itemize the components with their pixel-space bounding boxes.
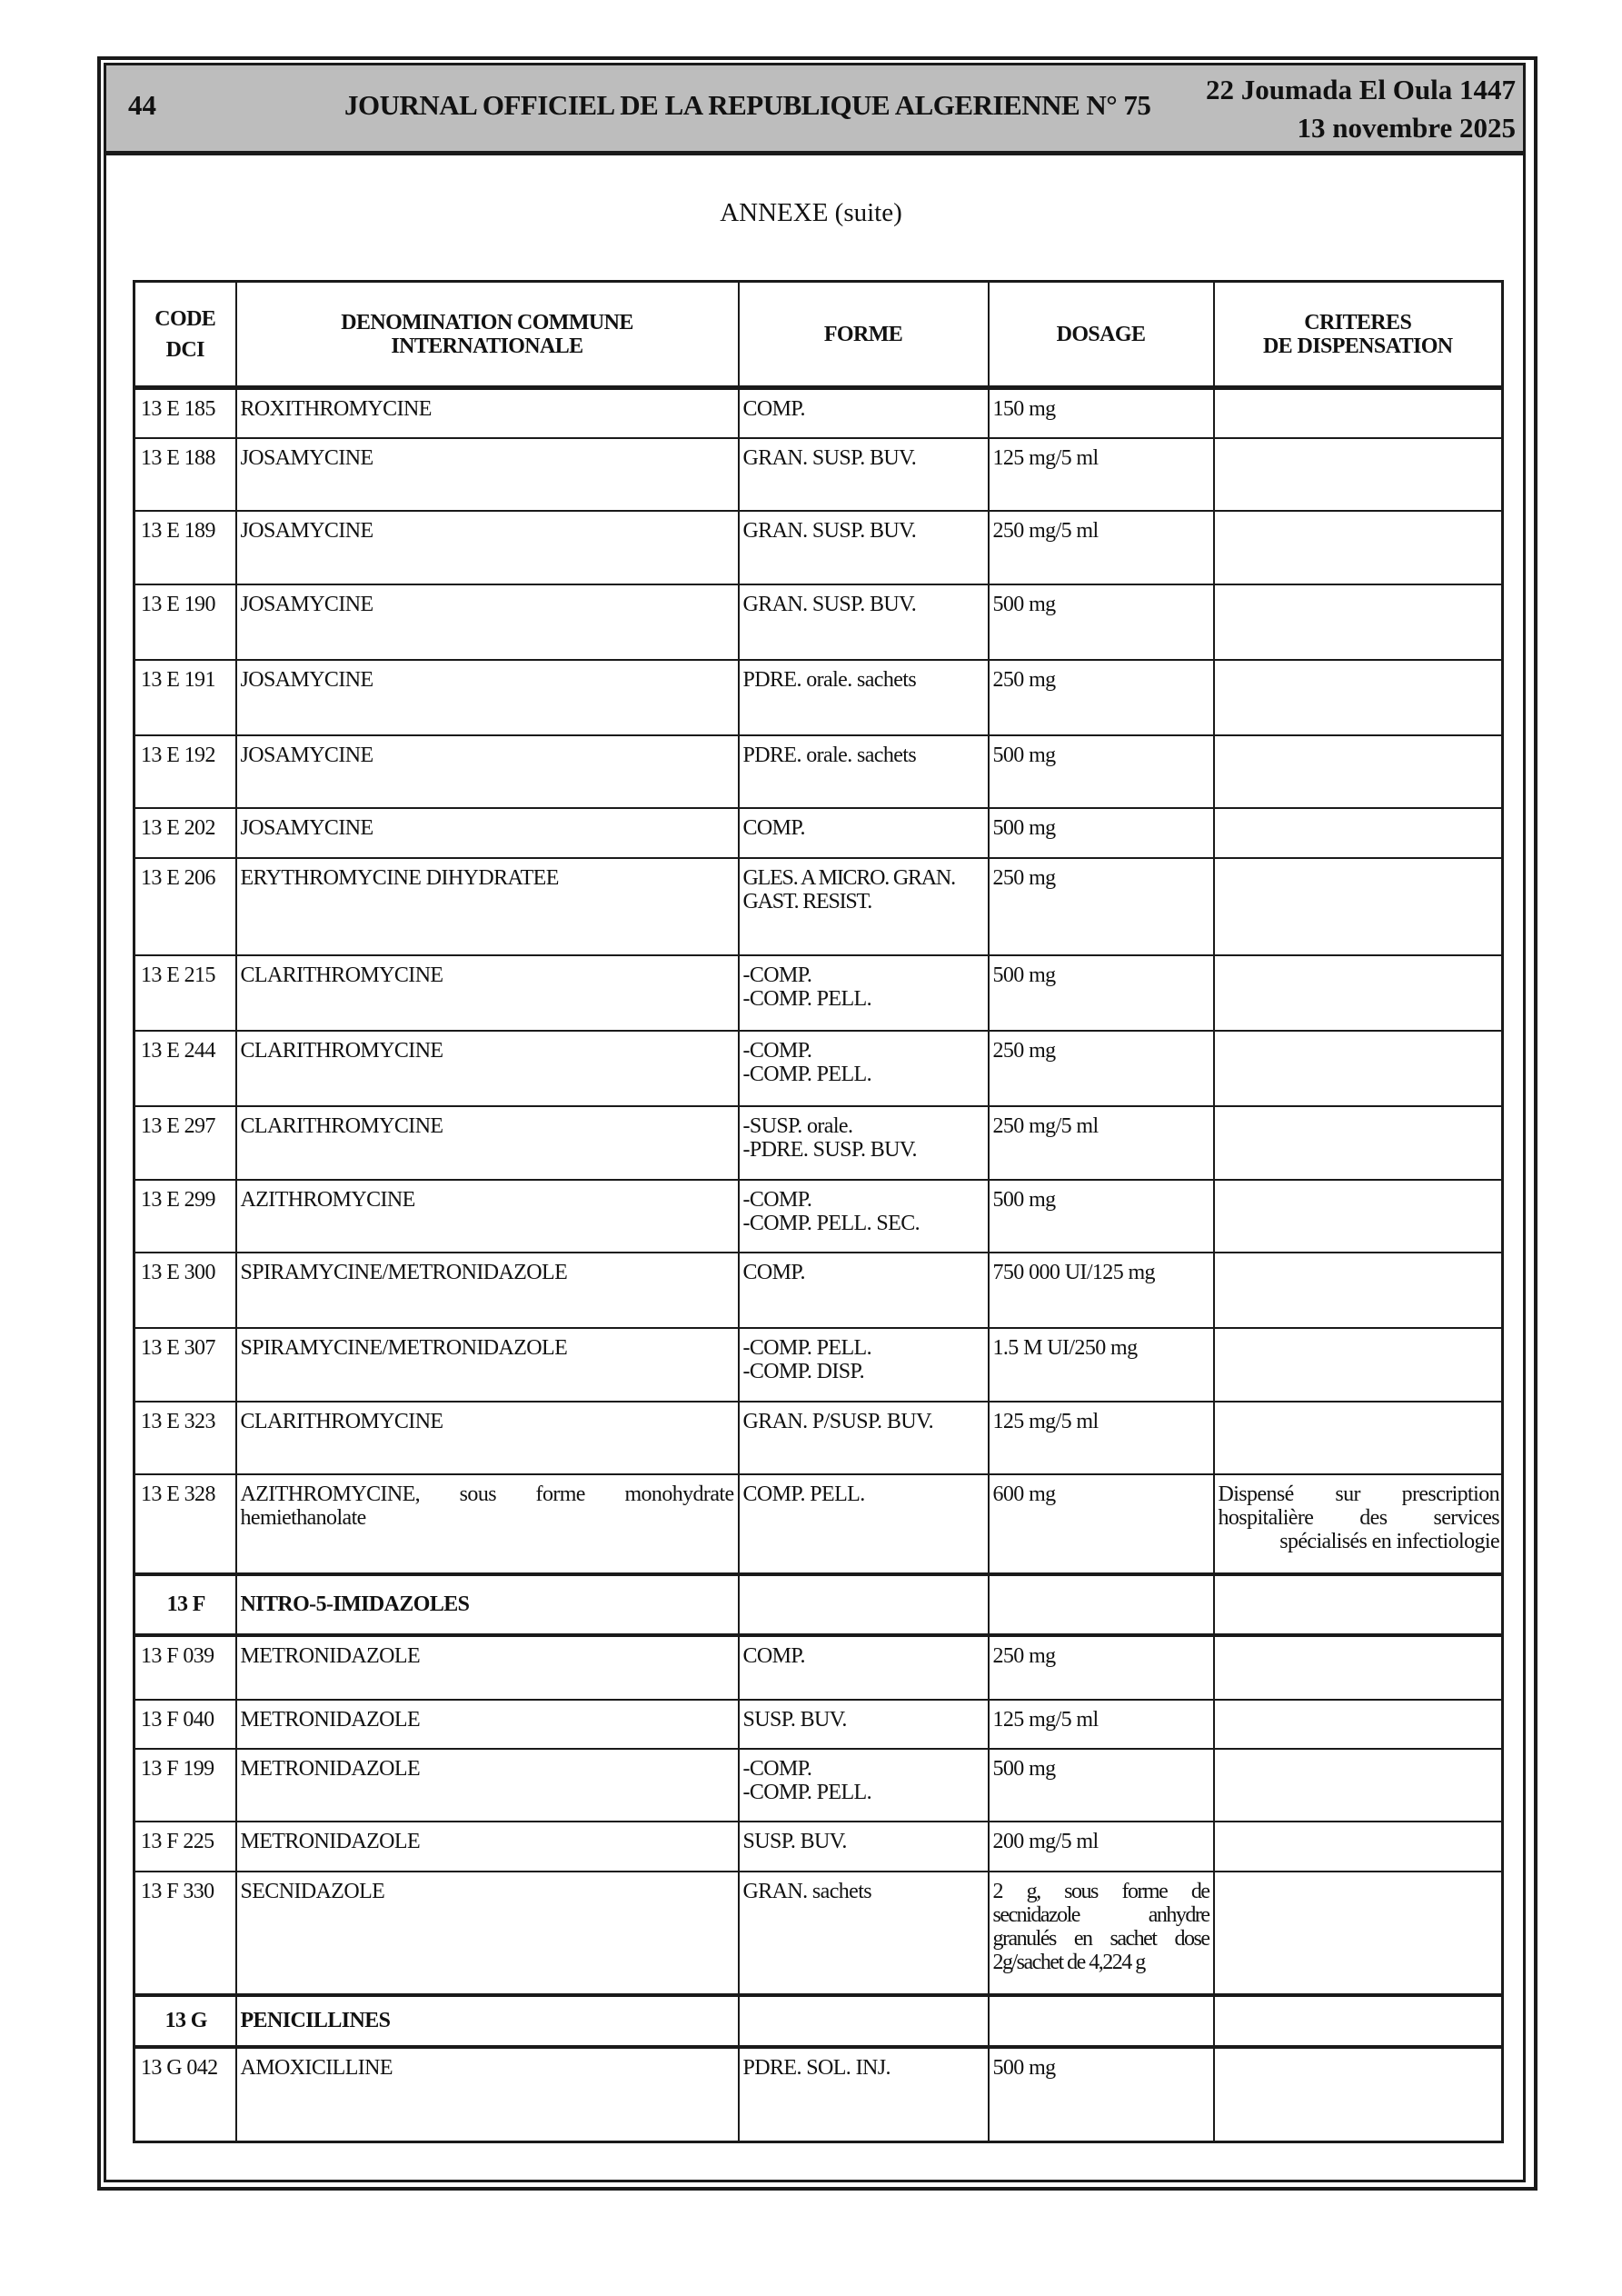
section-row bbox=[134, 1995, 1503, 2047]
cell-forme: GRAN. SUSP. BUV. bbox=[739, 584, 989, 660]
cell-code: 13 E 190 bbox=[134, 584, 236, 660]
cell-dci: AZITHROMYCINE, sous forme monohydrate hemiethanolate bbox=[236, 1474, 739, 1574]
cell-code: 13 E 188 bbox=[134, 438, 236, 511]
table-row bbox=[134, 511, 1503, 584]
cell-dosage: 500 mg bbox=[989, 2047, 1214, 2142]
cell-forme: SUSP. BUV. bbox=[739, 1822, 989, 1872]
table-row bbox=[134, 2047, 1503, 2142]
table-row bbox=[134, 1872, 1503, 1995]
cell-dosage: 250 mg bbox=[989, 1031, 1214, 1106]
cell-forme: -COMP. -COMP. PELL. bbox=[739, 1031, 989, 1106]
table-row bbox=[134, 1749, 1503, 1822]
cell-code: 13 E 244 bbox=[134, 1031, 236, 1106]
cell-dci: METRONIDAZOLE bbox=[236, 1700, 739, 1749]
header-code bbox=[134, 282, 236, 388]
cell-forme: COMP. bbox=[739, 388, 989, 438]
cell-criteres bbox=[1214, 1700, 1503, 1749]
cell-criteres bbox=[1214, 388, 1503, 438]
cell-criteres: Dispensé sur prescription hospitalière des services spécialisés en infectiologie bbox=[1214, 1474, 1503, 1574]
cell-dci: AZITHROMYCINE bbox=[236, 1180, 739, 1253]
cell-dci: ERYTHROMYCINE DIHYDRATEE bbox=[236, 858, 739, 955]
header-denomination-line2: INTERNATIONALE bbox=[391, 334, 583, 358]
table-row bbox=[134, 1635, 1503, 1700]
table-row bbox=[134, 858, 1503, 955]
cell-forme: COMP. bbox=[739, 808, 989, 858]
cell-code: 13 E 185 bbox=[134, 388, 236, 438]
page-number: 44 bbox=[128, 89, 156, 121]
cell-criteres bbox=[1214, 955, 1503, 1031]
date-hijri: 22 Joumada El Oula 1447 bbox=[1205, 74, 1516, 105]
cell-dci: JOSAMYCINE bbox=[236, 438, 739, 511]
cell-criteres bbox=[1214, 1872, 1503, 1995]
cell-criteres bbox=[1214, 1180, 1503, 1253]
header-code-line1: CODE bbox=[154, 306, 216, 331]
medication-table bbox=[133, 280, 1504, 2143]
table-row bbox=[134, 1700, 1503, 1749]
cell-dosage: 500 mg bbox=[989, 735, 1214, 808]
cell-dci: ROXITHROMYCINE bbox=[236, 388, 739, 438]
cell-code: 13 E 202 bbox=[134, 808, 236, 858]
cell-criteres bbox=[1214, 1635, 1503, 1700]
cell-dci: NITRO-5-IMIDAZOLES bbox=[236, 1574, 739, 1635]
table-row bbox=[134, 660, 1503, 735]
cell-forme: COMP. bbox=[739, 1253, 989, 1328]
section-row bbox=[134, 1574, 1503, 1635]
cell-forme: GRAN. P/SUSP. BUV. bbox=[739, 1402, 989, 1474]
cell-dci: JOSAMYCINE bbox=[236, 808, 739, 858]
cell-forme bbox=[739, 1574, 989, 1635]
cell-code: 13 F bbox=[134, 1574, 236, 1635]
cell-forme: -COMP. -COMP. PELL. bbox=[739, 955, 989, 1031]
cell-dosage: 250 mg bbox=[989, 660, 1214, 735]
cell-criteres bbox=[1214, 1402, 1503, 1474]
cell-dosage: 500 mg bbox=[989, 1180, 1214, 1253]
cell-forme: -COMP. -COMP. PELL. SEC. bbox=[739, 1180, 989, 1253]
cell-dosage: 600 mg bbox=[989, 1474, 1214, 1574]
header-denomination-line1: DENOMINATION COMMUNE bbox=[341, 310, 633, 334]
cell-forme: -SUSP. orale. -PDRE. SUSP. BUV. bbox=[739, 1106, 989, 1180]
cell-code: 13 F 225 bbox=[134, 1822, 236, 1872]
journal-title: JOURNAL OFFICIEL DE LA REPUBLIQUE ALGERIENNE N° 75 bbox=[344, 89, 1151, 121]
table-row bbox=[134, 1180, 1503, 1253]
cell-dci: METRONIDAZOLE bbox=[236, 1822, 739, 1872]
table-row bbox=[134, 388, 1503, 438]
cell-dci: SECNIDAZOLE bbox=[236, 1872, 739, 1995]
cell-code: 13 E 191 bbox=[134, 660, 236, 735]
cell-code: 13 E 215 bbox=[134, 955, 236, 1031]
cell-dosage: 250 mg bbox=[989, 858, 1214, 955]
cell-forme: -COMP. PELL. -COMP. DISP. bbox=[739, 1328, 989, 1402]
header-denomination bbox=[236, 282, 739, 388]
cell-criteres bbox=[1214, 511, 1503, 584]
cell-criteres bbox=[1214, 1822, 1503, 1872]
cell-dosage: 750 000 UI/125 mg bbox=[989, 1253, 1214, 1328]
cell-criteres bbox=[1214, 1328, 1503, 1402]
cell-dosage bbox=[989, 1995, 1214, 2047]
table-row bbox=[134, 1402, 1503, 1474]
table-row bbox=[134, 1822, 1503, 1872]
table-row bbox=[134, 1031, 1503, 1106]
header-criteres-line1: CRITERES bbox=[1304, 310, 1412, 334]
cell-forme bbox=[739, 1995, 989, 2047]
table-row bbox=[134, 438, 1503, 511]
cell-code: 13 E 192 bbox=[134, 735, 236, 808]
annexe-title: ANNEXE (suite) bbox=[720, 198, 902, 227]
cell-criteres bbox=[1214, 808, 1503, 858]
cell-dosage: 500 mg bbox=[989, 1749, 1214, 1822]
cell-dosage: 250 mg bbox=[989, 1635, 1214, 1700]
table-row bbox=[134, 1328, 1503, 1402]
table-row bbox=[134, 1474, 1503, 1574]
cell-criteres bbox=[1214, 584, 1503, 660]
table-row bbox=[134, 1106, 1503, 1180]
cell-dosage: 2 g, sous forme de secnidazole anhydre granulés en sachet dose 2g/sachet de 4,224 g bbox=[989, 1872, 1214, 1995]
header-criteres-line2: DE DISPENSATION bbox=[1262, 334, 1453, 358]
cell-dosage: 200 mg/5 ml bbox=[989, 1822, 1214, 1872]
header-date bbox=[1206, 71, 1516, 147]
cell-dosage: 250 mg/5 ml bbox=[989, 511, 1214, 584]
cell-criteres bbox=[1214, 438, 1503, 511]
table-row bbox=[134, 955, 1503, 1031]
cell-dci: JOSAMYCINE bbox=[236, 511, 739, 584]
cell-criteres bbox=[1214, 1995, 1503, 2047]
cell-dosage: 125 mg/5 ml bbox=[989, 1700, 1214, 1749]
cell-dci: METRONIDAZOLE bbox=[236, 1749, 739, 1822]
cell-forme: PDRE. orale. sachets bbox=[739, 660, 989, 735]
cell-forme: COMP. PELL. bbox=[739, 1474, 989, 1574]
cell-dosage: 500 mg bbox=[989, 584, 1214, 660]
journal-header bbox=[106, 65, 1523, 155]
header-forme: FORME bbox=[739, 282, 989, 388]
cell-dci: JOSAMYCINE bbox=[236, 735, 739, 808]
cell-dosage: 500 mg bbox=[989, 808, 1214, 858]
cell-forme: PDRE. orale. sachets bbox=[739, 735, 989, 808]
cell-code: 13 E 323 bbox=[134, 1402, 236, 1474]
table-row bbox=[134, 808, 1503, 858]
cell-dci: JOSAMYCINE bbox=[236, 584, 739, 660]
cell-dci: CLARITHROMYCINE bbox=[236, 1106, 739, 1180]
date-gregorian: 13 novembre 2025 bbox=[1297, 112, 1516, 144]
cell-dosage bbox=[989, 1574, 1214, 1635]
cell-criteres bbox=[1214, 660, 1503, 735]
cell-code: 13 E 189 bbox=[134, 511, 236, 584]
cell-dci: CLARITHROMYCINE bbox=[236, 1031, 739, 1106]
cell-code: 13 E 307 bbox=[134, 1328, 236, 1402]
table-row bbox=[134, 1253, 1503, 1328]
cell-criteres bbox=[1214, 1253, 1503, 1328]
cell-code: 13 F 040 bbox=[134, 1700, 236, 1749]
cell-criteres bbox=[1214, 1574, 1503, 1635]
cell-dci: METRONIDAZOLE bbox=[236, 1635, 739, 1700]
cell-dosage: 1.5 M UI/250 mg bbox=[989, 1328, 1214, 1402]
cell-dosage: 125 mg/5 ml bbox=[989, 438, 1214, 511]
cell-code: 13 E 328 bbox=[134, 1474, 236, 1574]
cell-code: 13 G bbox=[134, 1995, 236, 2047]
cell-code: 13 E 299 bbox=[134, 1180, 236, 1253]
cell-criteres bbox=[1214, 735, 1503, 808]
cell-criteres bbox=[1214, 2047, 1503, 2142]
cell-forme: GRAN. SUSP. BUV. bbox=[739, 511, 989, 584]
header-criteres bbox=[1214, 282, 1503, 388]
cell-code: 13 G 042 bbox=[134, 2047, 236, 2142]
cell-dci: JOSAMYCINE bbox=[236, 660, 739, 735]
cell-dosage: 125 mg/5 ml bbox=[989, 1402, 1214, 1474]
cell-dosage: 500 mg bbox=[989, 955, 1214, 1031]
cell-forme: PDRE. SOL. INJ. bbox=[739, 2047, 989, 2142]
cell-code: 13 F 039 bbox=[134, 1635, 236, 1700]
header-code-line2: DCI bbox=[165, 337, 204, 362]
cell-forme: GRAN. sachets bbox=[739, 1872, 989, 1995]
cell-dci: SPIRAMYCINE/METRONIDAZOLE bbox=[236, 1328, 739, 1402]
cell-dosage: 150 mg bbox=[989, 388, 1214, 438]
cell-code: 13 E 206 bbox=[134, 858, 236, 955]
cell-dci: PENICILLINES bbox=[236, 1995, 739, 2047]
cell-dci: CLARITHROMYCINE bbox=[236, 955, 739, 1031]
cell-forme: COMP. bbox=[739, 1635, 989, 1700]
cell-dci: CLARITHROMYCINE bbox=[236, 1402, 739, 1474]
cell-forme: SUSP. BUV. bbox=[739, 1700, 989, 1749]
cell-criteres bbox=[1214, 858, 1503, 955]
cell-criteres bbox=[1214, 1749, 1503, 1822]
cell-code: 13 E 297 bbox=[134, 1106, 236, 1180]
cell-code: 13 E 300 bbox=[134, 1253, 236, 1328]
cell-forme: GRAN. SUSP. BUV. bbox=[739, 438, 989, 511]
cell-forme: GLES. A MICRO. GRAN. GAST. RESIST. bbox=[739, 858, 989, 955]
table-row bbox=[134, 735, 1503, 808]
cell-code: 13 F 199 bbox=[134, 1749, 236, 1822]
cell-dosage: 250 mg/5 ml bbox=[989, 1106, 1214, 1180]
cell-code: 13 F 330 bbox=[134, 1872, 236, 1995]
cell-forme: -COMP. -COMP. PELL. bbox=[739, 1749, 989, 1822]
cell-criteres bbox=[1214, 1031, 1503, 1106]
cell-dci: SPIRAMYCINE/METRONIDAZOLE bbox=[236, 1253, 739, 1328]
table-row bbox=[134, 584, 1503, 660]
header-dosage: DOSAGE bbox=[989, 282, 1214, 388]
cell-criteres bbox=[1214, 1106, 1503, 1180]
table-header-row bbox=[134, 282, 1503, 388]
cell-dci: AMOXICILLINE bbox=[236, 2047, 739, 2142]
